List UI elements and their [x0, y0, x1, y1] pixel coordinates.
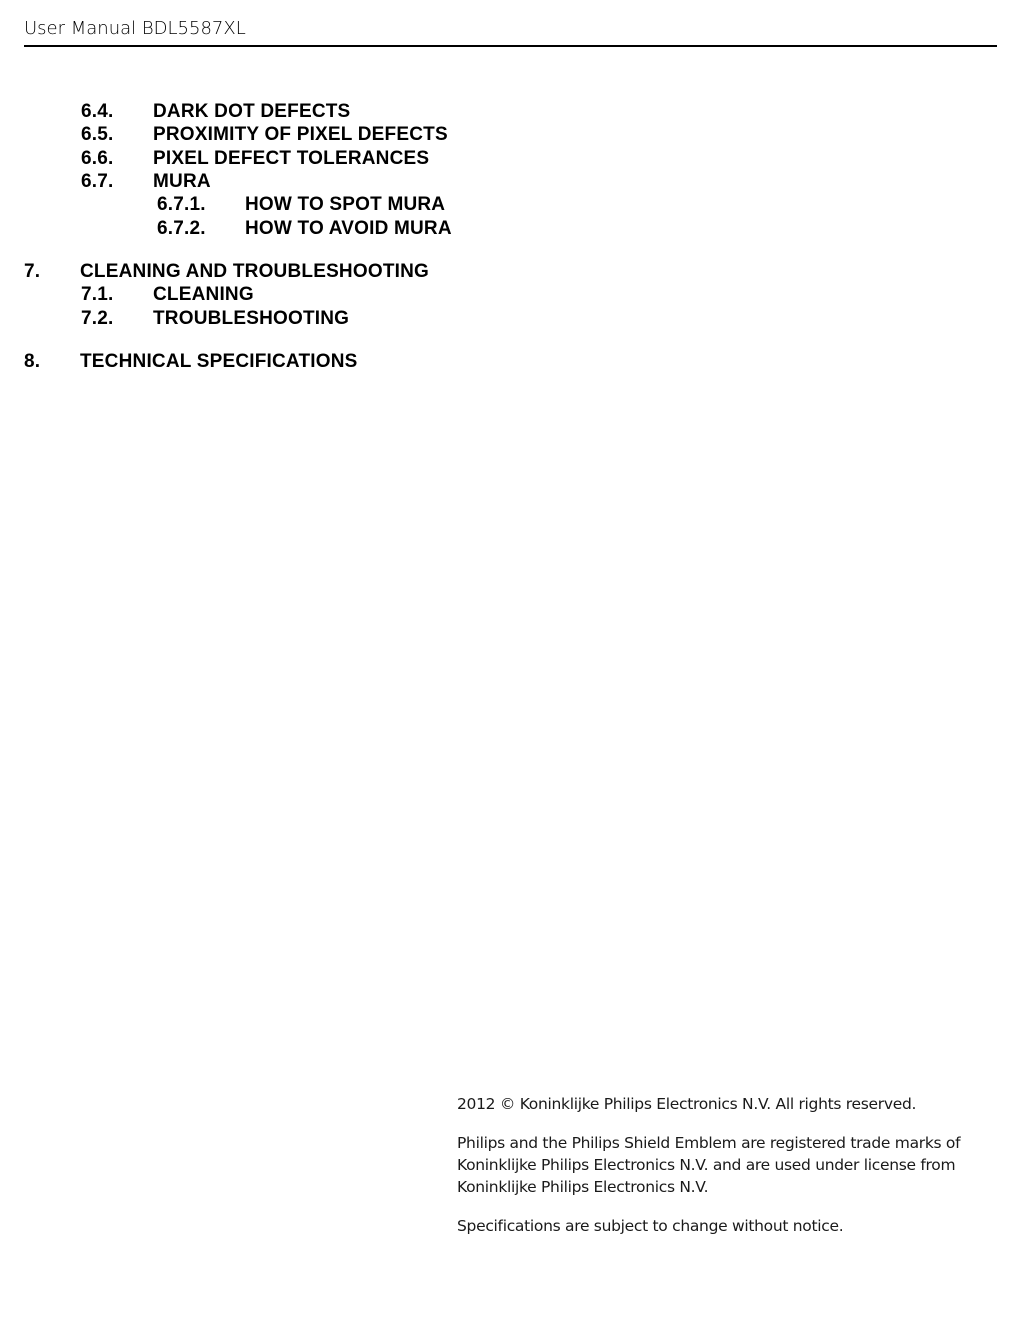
toc-entry-number: 7.1.	[81, 284, 114, 305]
document-header: User Manual BDL5587XL	[24, 18, 246, 39]
toc-entry-title: CLEANING AND TROUBLESHOOTING	[80, 261, 430, 282]
toc-entry-title: DARK DOT DEFECTS	[153, 101, 351, 122]
copyright-notice: 2012 © Koninklijke Philips Electronics N.V. All rights reserved.	[457, 1095, 917, 1113]
toc-entry-title: TROUBLESHOOTING	[153, 308, 350, 329]
toc-entry-number: 7.2.	[81, 308, 114, 329]
toc-entry-number: 6.4.	[81, 101, 114, 122]
header-divider	[24, 45, 997, 47]
toc-entry-title: HOW TO AVOID MURA	[245, 218, 452, 239]
toc-entry-number: 6.7.	[81, 171, 114, 192]
legal-footer	[457, 1093, 977, 1237]
toc-entry-title: PROXIMITY OF PIXEL DEFECTS	[153, 124, 448, 145]
trademark-line: Koninklijke Philips Electronics N.V. and are used under license from	[457, 1156, 956, 1174]
toc-entry-title: TECHNICAL SPECIFICATIONS	[80, 351, 358, 372]
trademark-line: Koninklijke Philips Electronics N.V.	[457, 1178, 709, 1196]
toc-entry-number: 6.7.1.	[157, 194, 206, 215]
toc-entry-number: 7.	[24, 261, 41, 282]
toc-entry-number: 8.	[24, 351, 41, 372]
toc-entry-title: PIXEL DEFECT TOLERANCES	[153, 148, 430, 169]
toc-entry-title: CLEANING	[153, 284, 254, 305]
toc-entry-number: 6.7.2.	[157, 218, 206, 239]
toc-entry-number: 6.6.	[81, 148, 114, 169]
toc-entry-number: 6.5.	[81, 124, 114, 145]
toc-entry-title: MURA	[153, 171, 211, 192]
specifications-notice: Specifications are subject to change without notice.	[457, 1217, 844, 1235]
trademark-line: Philips and the Philips Shield Emblem are registered trade marks of	[457, 1134, 961, 1152]
toc-entry-title: HOW TO SPOT MURA	[245, 194, 446, 215]
